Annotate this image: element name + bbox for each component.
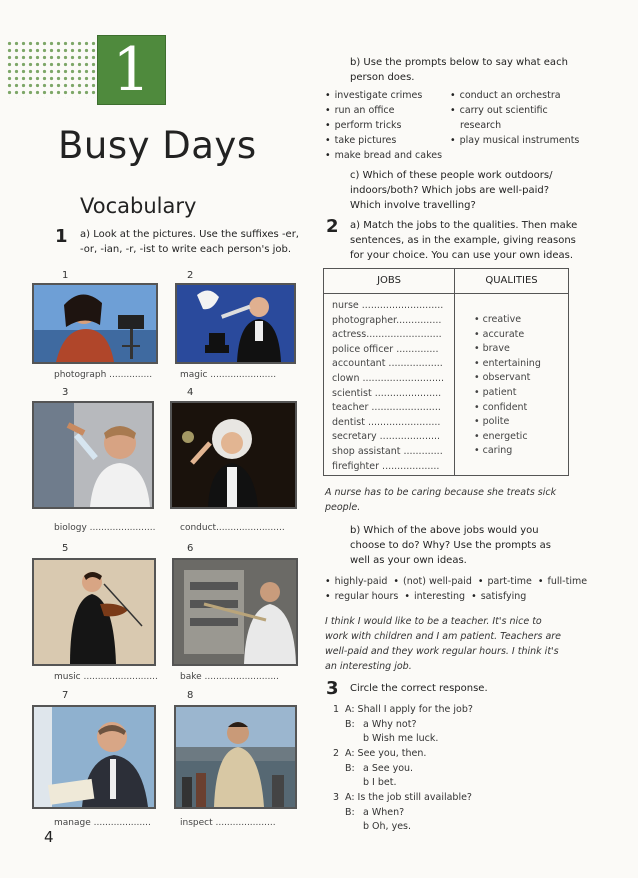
exercise-1a-instruction: a) Look at the pictures. Use the suffixes -er, -or, -ian, -r, -ist to write each person's job. <box>80 229 299 255</box>
exercise-2b-instruction: b) Which of the above jobs would you choose to do? Why? Use the prompts as well as your own ideas. <box>350 525 551 566</box>
list-item: • accurate <box>474 328 525 340</box>
list-item: nurse ........................... <box>332 300 444 311</box>
list-item: 2 A: See you, then. B: a See you. b I bet. <box>333 747 533 791</box>
option-a[interactable]: a See you. <box>363 762 414 774</box>
dialogue-list <box>333 703 533 835</box>
exercise-2a-instruction: a) Match the jobs to the qualities. Then make sentences, as in the example, giving reasons for your choice. You can use your own ideas. <box>350 220 578 261</box>
list-item: research <box>460 120 502 131</box>
exercise-1c-instruction: c) Which of these people work outdoors/ indoors/both? Which jobs are well-paid? Which involve travelling? <box>350 170 553 211</box>
list-item: 3 A: Is the job still available? B: a When? b Oh, yes. <box>333 791 533 835</box>
list-item: • energetic <box>474 430 528 442</box>
photo-inspector <box>174 705 297 809</box>
list-item: • play musical instruments <box>450 135 580 146</box>
photo-number: 6 <box>187 543 194 554</box>
list-item: shop assistant ............. <box>332 445 443 457</box>
jobs-list <box>332 299 444 474</box>
photo-number: 5 <box>62 543 69 554</box>
exercise-1b-instruction: b) Use the prompts below to say what each person does. <box>350 57 568 83</box>
list-item: • carry out scientific <box>450 105 548 116</box>
exercise-1-number: 1 <box>55 226 68 247</box>
photo-caption: magic ....................... <box>180 370 277 380</box>
photo-caption: inspect ..................... <box>180 818 276 828</box>
photo-caption: bake .......................... <box>180 672 279 682</box>
list-item: • perform tricks <box>325 120 402 131</box>
photo-manager <box>32 705 156 809</box>
model-answer: I think I would like to be a teacher. It's nice to work with children and I am patient. Teachers are well-paid and they work regular hours. I think it's an interesting job. <box>325 616 562 672</box>
option-a[interactable]: a When? <box>363 806 405 818</box>
list-item: • entertaining <box>474 357 541 369</box>
list-item: actress......................... <box>332 329 442 341</box>
list-item: dentist ........................ <box>332 416 441 428</box>
list-item: police officer .............. <box>332 343 439 355</box>
list-item: teacher ....................... <box>332 402 441 414</box>
jobs-qualities-table <box>323 268 569 476</box>
list-item: clown ........................... <box>332 372 445 384</box>
photo-caption: photograph ............... <box>54 370 153 380</box>
photo-biologist <box>32 401 154 509</box>
photo-caption: manage .................... <box>54 818 151 828</box>
page-number: 4 <box>44 828 54 846</box>
list-item: • patient <box>474 386 517 398</box>
job-prompts: • highly-paid • (not) well-paid • part-time • full-time • regular hours • interesting • satisfying <box>325 576 588 602</box>
list-item: 1 A: Shall I apply for the job? B: a Why not? b Wish me luck. <box>333 703 533 747</box>
option-b[interactable]: b I bet. <box>363 777 397 788</box>
section-heading: Vocabulary <box>80 194 197 218</box>
photo-number: 1 <box>62 270 69 281</box>
list-item: • confident <box>474 401 528 413</box>
list-item: accountant .................. <box>332 358 443 370</box>
list-item: scientist ...................... <box>332 387 442 399</box>
photo-photographer <box>32 283 158 364</box>
list-item: • investigate crimes <box>325 90 423 101</box>
exercise-3-number: 3 <box>326 678 339 699</box>
list-item: secretary .................... <box>332 431 441 443</box>
list-item: • take pictures <box>325 135 397 146</box>
photo-caption: biology ....................... <box>54 523 156 533</box>
column-header-jobs: JOBS <box>324 269 454 294</box>
photo-number: 2 <box>187 270 194 281</box>
option-b[interactable]: b Wish me luck. <box>363 733 439 744</box>
option-b[interactable]: b Oh, yes. <box>363 821 412 832</box>
prompt-list-left <box>325 88 442 163</box>
exercise-3-instruction: Circle the correct response. <box>350 683 488 694</box>
photo-magician <box>175 283 296 364</box>
list-item: • polite <box>474 416 510 428</box>
exercise-2-number: 2 <box>326 216 339 237</box>
photo-number: 8 <box>187 690 194 701</box>
list-item: • run an office <box>325 105 395 116</box>
decorative-dot-grid <box>6 40 96 98</box>
option-a[interactable]: a Why not? <box>363 718 417 730</box>
qualities-list <box>474 313 541 459</box>
photo-number: 7 <box>62 690 69 701</box>
photo-number: 4 <box>187 387 194 398</box>
list-item: • observant <box>474 372 531 384</box>
list-item: • caring <box>474 445 513 457</box>
prompt-list-right <box>450 88 579 148</box>
column-header-qualities: QUALITIES <box>455 269 568 294</box>
photo-caption: conduct........................ <box>180 523 285 533</box>
photo-conductor <box>170 401 297 509</box>
list-item: • creative <box>474 314 522 325</box>
photo-baker <box>172 558 298 666</box>
unit-number-badge: 1 <box>97 35 166 105</box>
list-item: • conduct an orchestra <box>450 90 561 101</box>
example-sentence: A nurse has to be caring because she treats sick people. <box>325 487 557 513</box>
photo-caption: music .......................... <box>54 672 158 682</box>
list-item: photographer............... <box>332 314 442 326</box>
photo-number: 3 <box>62 387 69 398</box>
unit-title: Busy Days <box>58 124 257 167</box>
photo-violinist <box>32 558 156 666</box>
list-item: • make bread and cakes <box>325 150 443 161</box>
list-item: firefighter ................... <box>332 460 440 472</box>
list-item: • brave <box>474 343 510 355</box>
